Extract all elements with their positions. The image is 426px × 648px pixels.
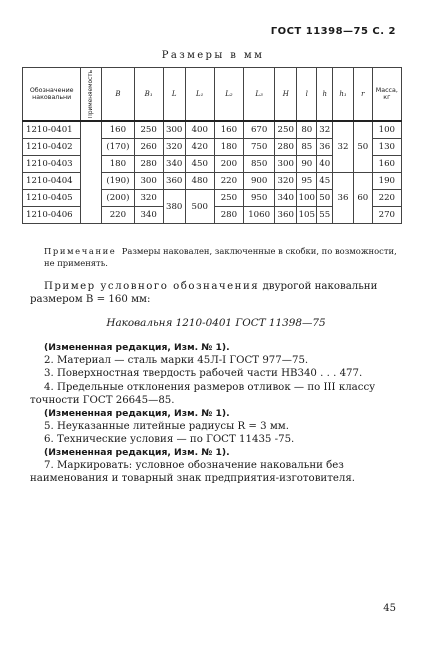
col-mass: Масса, кг <box>372 68 401 122</box>
table-row: 1210-0405 (200) 320 380 500 250 950 340 100 50 220 <box>23 190 402 207</box>
col-designation: Обозначение наковальни <box>23 68 81 122</box>
col-L2: L₂ <box>214 68 243 122</box>
edition-note: (Измененная редакция, Изм. № 1). <box>44 447 230 459</box>
col-h1: h₁ <box>333 68 354 122</box>
table-row: 1210-0401 160 250 300 400 160 670 250 80 32 32 50 100 <box>23 121 402 139</box>
col-r: r <box>353 68 372 122</box>
example-designation: Наковальня 1210-0401 ГОСТ 11398—75 <box>106 317 326 330</box>
item-3: 3. Поверхностная твердость рабочей части HB340 . . . 477. <box>44 368 363 380</box>
col-l: l <box>297 68 317 122</box>
page-header: ГОСТ 11398—75 С. 2 <box>270 26 396 37</box>
note-title: Примечание <box>44 246 117 256</box>
note-text: Размеры наковален, заключенные в скобки, по возможности, не применять. <box>44 246 397 268</box>
table-row: 1210-0406 220 340 280 1060 360 105 55 270 <box>23 207 402 224</box>
table-caption: Размеры в мм <box>161 50 265 61</box>
table-note <box>44 245 402 269</box>
example-intro: Пример условного обозначения двурогой наковальни размером B = 160 мм: <box>30 281 378 306</box>
table-row: 1210-0402 (170) 260 320 420 180 750 280 85 36 130 <box>23 139 402 156</box>
page-number: 45 <box>383 603 396 614</box>
item-4: 4. Предельные отклонения размеров отливок — по III классу точности ГОСТ 26645—85. <box>30 381 376 406</box>
col-applicability: Применяемость <box>81 68 102 122</box>
item-7: 7. Маркировать: условное обозначение наковальни без наименования и товарный знак предприятия-изготовителя. <box>30 460 356 485</box>
col-L1: L₁ <box>185 68 214 122</box>
col-L: L <box>163 68 185 122</box>
col-H: H <box>275 68 297 122</box>
edition-note: (Измененная редакция, Изм. № 1). <box>44 407 230 419</box>
edition-note: (Измененная редакция, Изм. № 1). <box>44 342 230 354</box>
table-row: 1210-0403 180 280 340 450 200 850 300 90 40 160 <box>23 156 402 173</box>
col-B: B <box>102 68 134 122</box>
dimensions-table <box>22 67 402 224</box>
col-B1: B₁ <box>134 68 163 122</box>
item-6: 6. Технические условия — по ГОСТ 11435 -75. <box>44 433 295 445</box>
col-L3: L₃ <box>244 68 275 122</box>
table-row: 1210-0404 (190) 300 360 480 220 900 320 95 45 36 60 190 <box>23 173 402 190</box>
col-h: h <box>317 68 333 122</box>
item-5: 5. Неуказанные литейные радиусы R = 3 мм. <box>44 420 289 432</box>
document-body <box>30 280 402 485</box>
item-2: 2. Материал — сталь марки 45Л-I ГОСТ 977—75. <box>44 355 309 367</box>
